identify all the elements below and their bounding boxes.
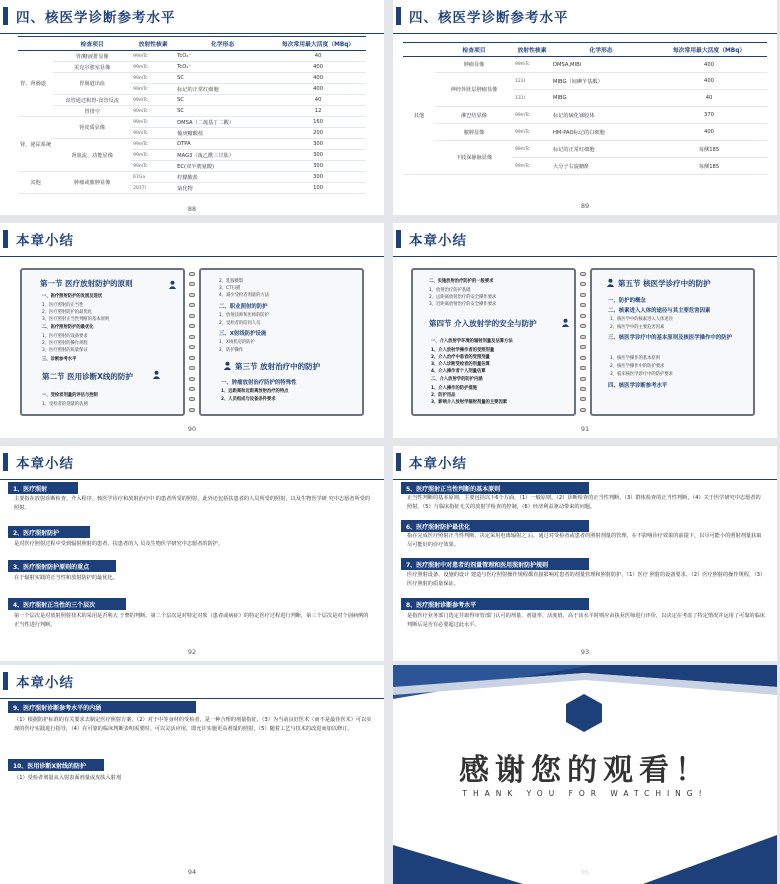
form-cell: MIBG (551, 90, 651, 107)
table-row (403, 107, 767, 124)
person-icon (606, 278, 615, 287)
outline-item: 2、远距离放射治疗的安全操作要求 (429, 295, 497, 300)
form-cell: 标记的正常红细胞 (551, 141, 651, 158)
nuclide-cell: 99mTc (131, 95, 175, 106)
title-underline (393, 256, 777, 257)
summary-text: （1）根据防护标准的有关要求去制定医疗照射方案，（2）对于中等身材的受检者，是一种合理的剂量指征，（3）为当前良好医术（而不是最佳医术）可以实现的医疗实践进行指导，（4）在可靠的临床判断表明需要时，可以灵活应用，即允许实施更高剂量的照射，（5）随着工艺与技术的改进而加以修订。 (14, 717, 372, 732)
outline-item: 1、介入放射学操作者的受照剂量 (431, 348, 495, 353)
table-row (403, 57, 767, 73)
nuclide-cell: 99mTc (131, 62, 175, 73)
page-number: 88 (187, 205, 197, 213)
group-cell: 胃、肾肠道 (18, 51, 53, 117)
title-bar (396, 7, 401, 25)
outline-heading: 一、肿瘤放射治疗防护的特殊性 (221, 380, 297, 386)
outline-item: 2、医疗照射的操作规程 (42, 341, 88, 346)
outline-item: 1、医疗照射的正当性 (42, 303, 84, 308)
title-underline (393, 33, 777, 34)
outline-heading: 二、实施放射治疗防护的一般要求 (429, 279, 494, 284)
notebook (411, 268, 755, 416)
title-bar (396, 230, 401, 248)
summary-text: （1）受检者剂量从入射表面剂量或皮肤入射剂 (14, 775, 122, 781)
slide-title: 本章小结 (16, 456, 74, 472)
table-row (18, 62, 366, 73)
outline-heading: 一、医疗照射防护的发展及现状 (42, 294, 103, 299)
summary-tab: 8、医疗照射诊断参考水平 (401, 598, 589, 610)
nuclide-cell: 201Tl (131, 183, 175, 194)
person-icon (223, 361, 232, 370)
nuclide-cell: 99mTc (131, 128, 175, 139)
title-bar (3, 7, 8, 25)
outline-item: 2、人员组成与设备条件要求 (221, 397, 276, 402)
nuclide-cell: 99mTc (131, 73, 175, 84)
title-bar (3, 230, 8, 248)
nuclide-cell: 99mTc (131, 139, 175, 150)
table-row (18, 51, 366, 62)
outline-item: 1、核医学中的核素进入人体途径 (610, 317, 673, 322)
table-row (403, 73, 767, 90)
page-number: 93 (580, 648, 590, 656)
summary-tab: 10、医用诊断X射线的防护 (8, 759, 104, 771)
form-cell: TcO₄⁻ (175, 51, 270, 62)
title-underline (0, 256, 384, 257)
page-number: 89 (580, 202, 590, 210)
activity-cell: 每侧185 (651, 141, 767, 158)
title-underline (0, 33, 384, 34)
outline-item: 3、近距离放射治疗的安全操作要求 (429, 302, 497, 307)
section-heading: 第五节 核医学诊疗中的防护 (618, 279, 711, 288)
outline-item: 1、远距离和近距离放射治疗的特点 (221, 389, 289, 394)
table-row (18, 139, 366, 150)
outline-heading: 二、介入放射学的防护内涵 (431, 377, 483, 382)
outline-item: 4、介入操作者个人剂量估算 (431, 369, 486, 374)
summary-text: 指在完成医疗照射正当性判断、决定采用电离辐射之 后，通过对受检者或患者的照射剂量的管理，在不影响诊疗效果的前提下，以尽可能小的照射剂量获取尽可能好的诊疗效果。 (407, 533, 762, 548)
table-header-row (403, 43, 767, 57)
thankyou-subtitle: THANK YOU FOR WATCHING! (462, 789, 708, 798)
nuclide-cell: 99mTc (513, 124, 551, 141)
col-header: 检查项目 (53, 37, 131, 51)
form-cell: DMSA,MIBI (551, 57, 651, 73)
form-cell: 大分子右旋糖酐 (551, 158, 651, 175)
form-cell: DMSA（二巯基丁二酸） (175, 117, 270, 128)
activity-cell: 160 (270, 117, 366, 128)
activity-cell: 400 (270, 73, 366, 84)
section-heading: 第三节 放射治疗中的防护 (235, 362, 321, 371)
outline-item: 2、防护用品 (431, 393, 456, 398)
slide-95[interactable] (393, 665, 777, 884)
slide-88[interactable] (0, 0, 384, 215)
outline-item: 2、核医学操作中的防护要求 (610, 364, 665, 369)
table-row (18, 117, 366, 128)
nuclide-table (403, 42, 767, 175)
slide-title: 四、核医学诊断参考水平 (16, 10, 176, 26)
activity-cell: 400 (270, 62, 366, 73)
activity-cell: 300 (270, 172, 366, 183)
col-header: 检查项目 (435, 43, 513, 57)
outline-item: 4、减少受检者剂量的方法 (219, 293, 269, 298)
title-underline (393, 479, 777, 480)
outline-heading: 三、诊断参考水平 (42, 357, 77, 362)
person-icon (561, 318, 570, 327)
form-cell: HM-PAO标记的白细胞 (551, 124, 651, 141)
outline-item: 1、核医学操作的基本原则 (610, 356, 660, 361)
outline-item: 2、介入治疗中患者的受照剂量 (431, 355, 490, 360)
activity-cell: 370 (651, 107, 767, 124)
title-bar (3, 453, 8, 471)
item-cell: 肾血流、功能显像 (53, 139, 131, 172)
nuclide-cell: 99mTc (131, 117, 175, 128)
activity-cell: 400 (270, 84, 366, 95)
nuclide-cell: 99mTc (131, 106, 175, 117)
activity-cell: 300 (270, 139, 366, 150)
item-cell: 肿瘤或脓肿显像 (53, 172, 131, 194)
page-number: 90 (187, 425, 197, 433)
section-heading: 第四节 介入放射学的安全与防护 (429, 319, 537, 328)
form-cell: 葡庚糖酸盐 (175, 128, 270, 139)
form-cell: 标记的正常红细胞 (175, 84, 270, 95)
form-cell: 标记的硫化锑胶体 (551, 107, 651, 124)
nuclide-table (18, 36, 366, 194)
activity-cell: 400 (651, 57, 767, 73)
nuclide-cell: 99mTc (131, 51, 175, 62)
slide-93[interactable] (393, 446, 777, 661)
nuclide-cell: 131I (513, 90, 551, 107)
summary-tab: 3、医疗照射防护原则的重点 (8, 560, 116, 572)
item-cell: 肿瘤显像 (435, 57, 513, 73)
title-bar (3, 672, 8, 690)
activity-cell: 40 (270, 51, 366, 62)
notebook-right-page (199, 268, 364, 416)
form-cell: SC (175, 106, 270, 117)
outline-heading: 一、受检者剂量的评估与控制 (42, 393, 98, 398)
nuclide-cell: 99mTc (513, 107, 551, 124)
nuclide-cell: 99mTc (513, 141, 551, 158)
summary-text: 第一个层次是对放射照射技术的采用是否利大 于弊的判断。第二个层次是对特定对象（患者或病症）的特定医疗过程进行判断，第三个层次是对个别病例的正当性进行判断。 (14, 613, 369, 628)
slide-title: 本章小结 (409, 233, 467, 249)
form-cell: SC (175, 95, 270, 106)
form-cell: 氯化物 (175, 183, 270, 194)
section-heading: 第一节 医疗放射防护的原则 (40, 279, 133, 288)
outline-heading: 三、核医学诊疗中的基本原则及核医学操作中的防护 (608, 335, 732, 341)
page-number: 95 (580, 868, 590, 876)
outline-heading: 一、介入放射学环境的辐射剂量及估算方法 (431, 339, 513, 344)
title-underline (0, 479, 384, 480)
page-number: 94 (187, 868, 197, 876)
nuclide-cell: 99mTc (513, 57, 551, 73)
outline-heading: 四、核医学诊断参考水平 (608, 383, 668, 389)
notebook-right-page (590, 268, 755, 416)
item-cell: 下肢深静脉显像 (435, 141, 513, 175)
item-cell: 肾皮质显像 (53, 117, 131, 139)
person-icon (168, 280, 177, 289)
table-row (18, 73, 366, 84)
col-header: 每次常用最大活度（MBq） (270, 37, 366, 51)
section-heading: 第二节 医用诊断X线的防护 (42, 372, 133, 381)
outline-item: 2、乳腺摄影 (219, 279, 244, 284)
outline-item: 3、医疗照射的质量保证 (42, 348, 88, 353)
notebook-spine (580, 272, 586, 412)
col-header: 化学形态 (175, 37, 270, 51)
summary-tab: 7、医疗照射中对患者的剂量管理和医用照射防护规则 (401, 558, 589, 570)
slide-89[interactable] (393, 0, 777, 215)
col-header: 化学形态 (551, 43, 651, 57)
item-cell: 淋巴结显像 (435, 107, 513, 124)
col-header: 放射性核素 (131, 37, 175, 51)
nuclide-cell: 123I (513, 73, 551, 90)
summary-tab: 4、医疗照射正当性的三个层次 (8, 598, 126, 610)
outline-item: 2、防护操作 (219, 348, 244, 353)
activity-cell: 40 (651, 90, 767, 107)
group-cell: 其他 (18, 172, 53, 194)
outline-item: 3、介入诊断受检者的剂量估算 (431, 362, 490, 367)
slide-title: 本章小结 (409, 456, 467, 472)
item-cell: 胃/糖液排显像 (53, 51, 131, 62)
title-bar (396, 453, 401, 471)
form-cell: MIBG（间碘苄基胍） (551, 73, 651, 90)
table-row (403, 124, 767, 141)
form-cell: 柠檬酸盐 (175, 172, 270, 183)
summary-tab: 2、医疗照射防护 (8, 526, 90, 538)
summary-text: 是指医疗业务部门选定并取得审管部门认可的剂量、剂量率、活度值，高于该水平时则应由执业医师进行评价，以决定在考虑了特定情况并运用了可靠的临床判断后是否有必要超过此水平。 (407, 613, 765, 628)
activity-cell: 100 (270, 183, 366, 194)
item-cell: 食管通过和胃-食管反流 (53, 95, 131, 106)
nuclide-cell: 99mTc (131, 150, 175, 161)
slide-title: 四、核医学诊断参考水平 (409, 10, 569, 26)
hexagon-icon (565, 693, 603, 733)
summary-tab: 9、医疗照射诊断参考水平的内涵 (8, 701, 196, 713)
summary-tab: 5、医疗照射正当性判断的基本原则 (401, 482, 589, 494)
group-cell: 肾、泌尿系统 (18, 117, 53, 172)
outline-item: 3、医疗照射正当性判断的基本原则 (42, 317, 110, 322)
item-cell: 脓肿显像 (435, 124, 513, 141)
table-row (18, 95, 366, 106)
summary-tab: 1、医疗照射 (8, 482, 78, 494)
form-cell: SC (175, 73, 270, 84)
summary-text: 正当性判断的基本原则，主要包括以下6个方面，（1）一般原则，（2）诊断检查的正当性判断，（3）群体检查的正当性判断，（4）关于医学研究中志愿者的照射，（5）与临床指征无关的放射学检查的控制，（6）经济利益驱动带来的问题。 (407, 495, 761, 510)
outline-item: 1、介入操作的防护措施 (431, 386, 477, 391)
outline-item: 1、放射技师和医师的防护 (219, 313, 269, 318)
activity-cell: 300 (270, 150, 366, 161)
table-header-row (18, 37, 366, 51)
notebook (20, 268, 364, 416)
summary-text: 是对医疗照射过程中受到辐射照射的患者、扶患者的人 员及生物医学研究中志愿者的防护。 (14, 541, 224, 547)
form-cell: TcO₄⁻ (175, 62, 270, 73)
form-cell: EC(双半胱氨酸) (175, 161, 270, 172)
outline-item: 3、影响介入放射学辐射剂量的主要因素 (431, 400, 508, 405)
title-underline (0, 698, 384, 699)
page-number: 92 (187, 648, 197, 656)
outline-item: 1、受检者的剂量的估测 (42, 402, 88, 407)
item-cell: 胃排空 (53, 106, 131, 117)
activity-cell: 400 (651, 124, 767, 141)
table-row (18, 172, 366, 183)
outline-item: 2、受检者的陪同人员 (219, 321, 261, 326)
slide-90[interactable] (0, 223, 384, 438)
col-header: 放射性核素 (513, 43, 551, 57)
item-cell: 胃肠道出血 (53, 73, 131, 95)
slide-92[interactable] (0, 446, 384, 661)
outline-heading: 一、防护的概念 (608, 298, 646, 304)
outline-item: 1、医疗照射的设备要求 (42, 334, 88, 339)
form-cell: DTPA (175, 139, 270, 150)
nuclide-cell: 99mTc (131, 161, 175, 172)
summary-tab: 6、医疗照射防护最优化 (401, 520, 589, 532)
outline-item: 2、核医学中的主要危害因素 (610, 325, 665, 330)
notebook-left-page (20, 268, 185, 416)
item-cell: 美克尔憩室显像 (53, 62, 131, 73)
activity-cell: 40 (270, 95, 366, 106)
activity-cell: 每侧185 (651, 158, 767, 175)
outline-heading: 二、核素进入人体的途径与其主要危害因素 (608, 308, 711, 314)
notebook-left-page (411, 268, 576, 416)
thankyou-title: 感谢您的观看！ (459, 753, 711, 788)
nuclide-cell: 99mTc (513, 158, 551, 175)
activity-cell: 12 (270, 106, 366, 117)
outline-item: 1、X线机房的防护 (219, 340, 255, 345)
notebook-spine (189, 272, 195, 412)
table-row (403, 141, 767, 158)
outline-item: 2、医疗照射防护的最优化 (42, 310, 92, 315)
outline-item: 1、放射治疗防护基础 (429, 288, 471, 293)
nuclide-cell: 99mTc (131, 84, 175, 95)
item-cell: 神经外胚层肿瘤显像 (435, 73, 513, 107)
slide-94[interactable] (0, 665, 384, 884)
slide-91[interactable] (393, 223, 777, 438)
activity-cell: 400 (651, 73, 767, 90)
page-number: 91 (580, 425, 590, 433)
person-icon (152, 370, 161, 379)
summary-text: 主要指在放射诊断检查、介入程序、核医学诊疗和放射治疗中 的患者所受的照射，此外还包括扶患者的人员所受的照射，以及生物医学研 究中志愿者所受的照射。 (14, 496, 371, 511)
outline-heading: 三、X射线防护设施 (219, 331, 267, 337)
activity-cell: 200 (270, 128, 366, 139)
activity-cell: 300 (270, 161, 366, 172)
form-cell: MAG3（巯乙酰三甘肽） (175, 150, 270, 161)
slide-title: 本章小结 (16, 675, 74, 691)
table-row (18, 106, 366, 117)
summary-text: 在于辐射实践的正当性和放射防护的最优化。 (14, 575, 118, 581)
col-header: 每次常用最大活度（MBq） (651, 43, 767, 57)
summary-text: 医疗照射设备、设施的设计 建造与医疗照射操作规程都直接影响对患者的剂量管理和照射防护，（1）医疗 照射的设备要求，（2）医疗照射的操作规程，（3）医疗照射的质量保证。 (407, 572, 763, 587)
outline-item: 3、临床核医学诊疗中的防护要求 (610, 372, 673, 377)
slide-title: 本章小结 (16, 233, 74, 249)
outline-heading: 二、医疗照射防护的最优化 (42, 325, 94, 330)
outline-item: 3、CT扫描 (219, 286, 241, 291)
group-cell: 其他 (403, 57, 435, 175)
outline-heading: 二、职业照射的防护 (219, 304, 268, 310)
nuclide-cell: 67Ga (131, 172, 175, 183)
